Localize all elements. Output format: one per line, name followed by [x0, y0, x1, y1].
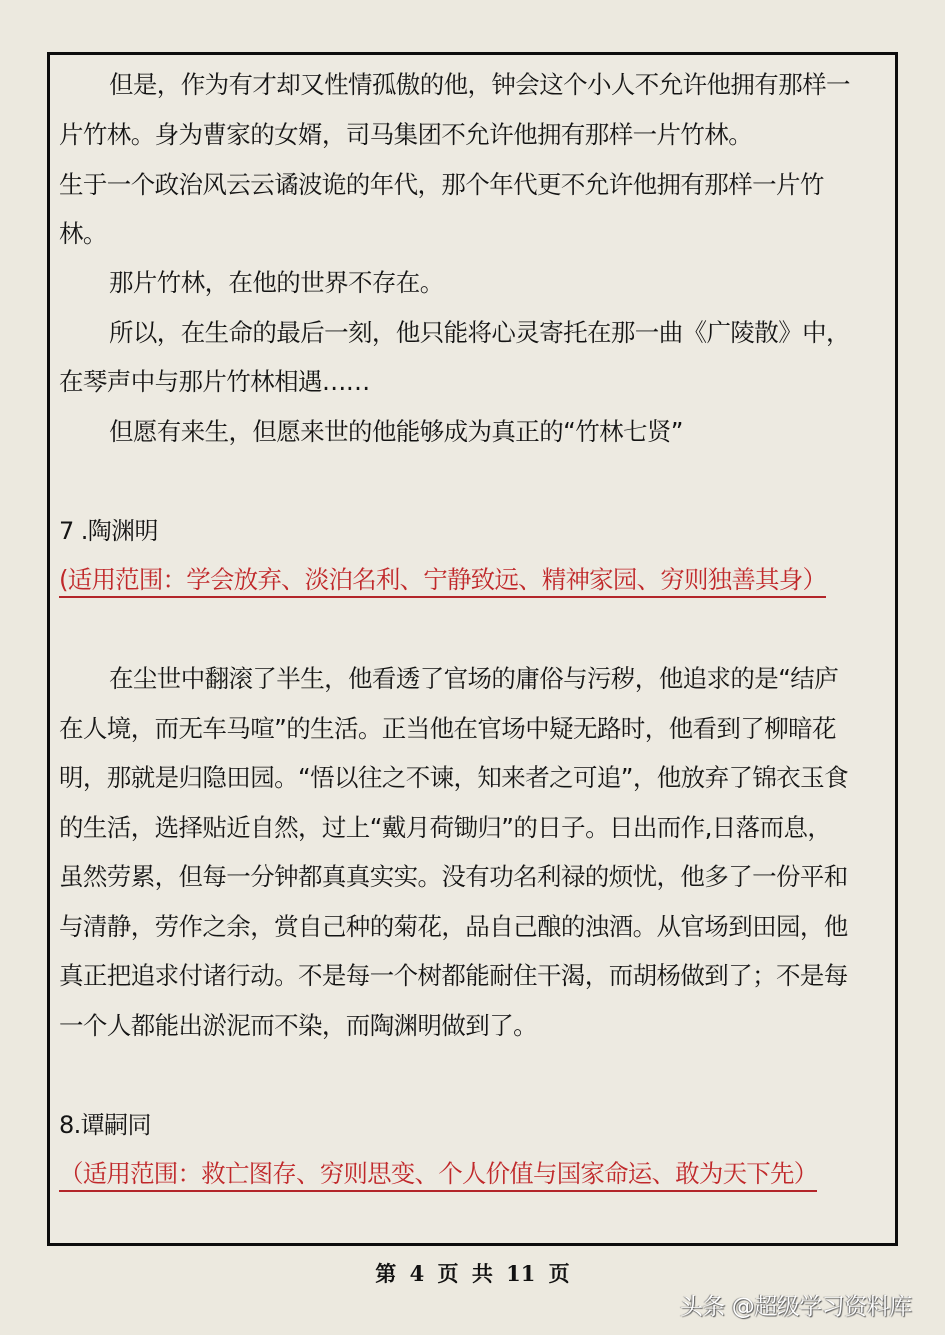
- section-8-heading: 8.谭嗣同: [59, 1111, 151, 1139]
- paragraph-3-line-2: 在琴声中与那片竹林相遇……: [59, 367, 370, 396]
- paragraph-1-line-3: 生于一个政治风云云谲波诡的年代，那个年代更不允许他拥有那样一片竹: [59, 170, 824, 199]
- section-7-body-line-5: 虽然劳累，但每一分钟都真真实实。没有功名利禄的烦忧，他多了一份平和: [59, 862, 848, 891]
- paragraph-1-line-4: 林。: [59, 219, 107, 248]
- paragraph-3-line-1: 所以，在生命的最后一刻，他只能将心灵寄托在那一曲《广陵散》中，: [109, 318, 850, 347]
- section-8-scope-wrap: [59, 1159, 817, 1189]
- paragraph-1-line-2: 片竹林。身为曹家的女婿，司马集团不允许他拥有那样一片竹林。: [59, 120, 753, 149]
- section-7-body-line-2: 在人境，而无车马喧”的生活。正当他在官场中疑无路时，他看到了柳暗花: [59, 714, 836, 743]
- paragraph-4: 但愿有来生，但愿来世的他能够成为真正的“竹林七贤”: [109, 417, 683, 446]
- section-7-scope: (适用范围：学会放弃、淡泊名利、宁静致远、精神家园、穷则独善其身）: [59, 565, 826, 598]
- section-7-body-line-1: 在尘世中翻滚了半生，他看透了官场的庸俗与污秽，他追求的是“结庐: [109, 664, 839, 693]
- section-8-scope: （适用范围：救亡图存、穷则思变、个人价值与国家命运、敢为天下先）: [59, 1159, 817, 1192]
- document-page-box: [47, 52, 898, 1246]
- section-7-body-line-8: 一个人都能出淤泥而不染，而陶渊明做到了。: [59, 1011, 537, 1040]
- section-7-body-line-6: 与清静，劳作之余，赏自己种的菊花，品自己酿的浊酒。从官场到田园，他: [59, 912, 848, 941]
- section-7-body-line-3: 明，那就是归隐田园。“悟以往之不谏，知来者之可追”，他放弃了锦衣玉食: [59, 763, 848, 792]
- section-7-body-line-4: 的生活，选择贴近自然，过上“戴月荷锄归”的日子。日出而作,日落而息，: [59, 813, 832, 842]
- section-7-body-line-7: 真正把追求付诸行动。不是每一个树都能耐住干渴，而胡杨做到了；不是每: [59, 961, 848, 990]
- section-7-heading: 7 .陶渊明: [59, 517, 158, 545]
- page-number-footer: 第 4 页 共 11 页: [375, 1261, 570, 1286]
- watermark: 头条 @超级学习资料库: [680, 1294, 912, 1320]
- paragraph-2: 那片竹林，在他的世界不存在。: [109, 268, 444, 297]
- paragraph-1-line-1: 但是，作为有才却又性情孤傲的他，钟会这个小人不允许他拥有那样一: [109, 70, 850, 99]
- section-7-scope-wrap: [59, 565, 826, 595]
